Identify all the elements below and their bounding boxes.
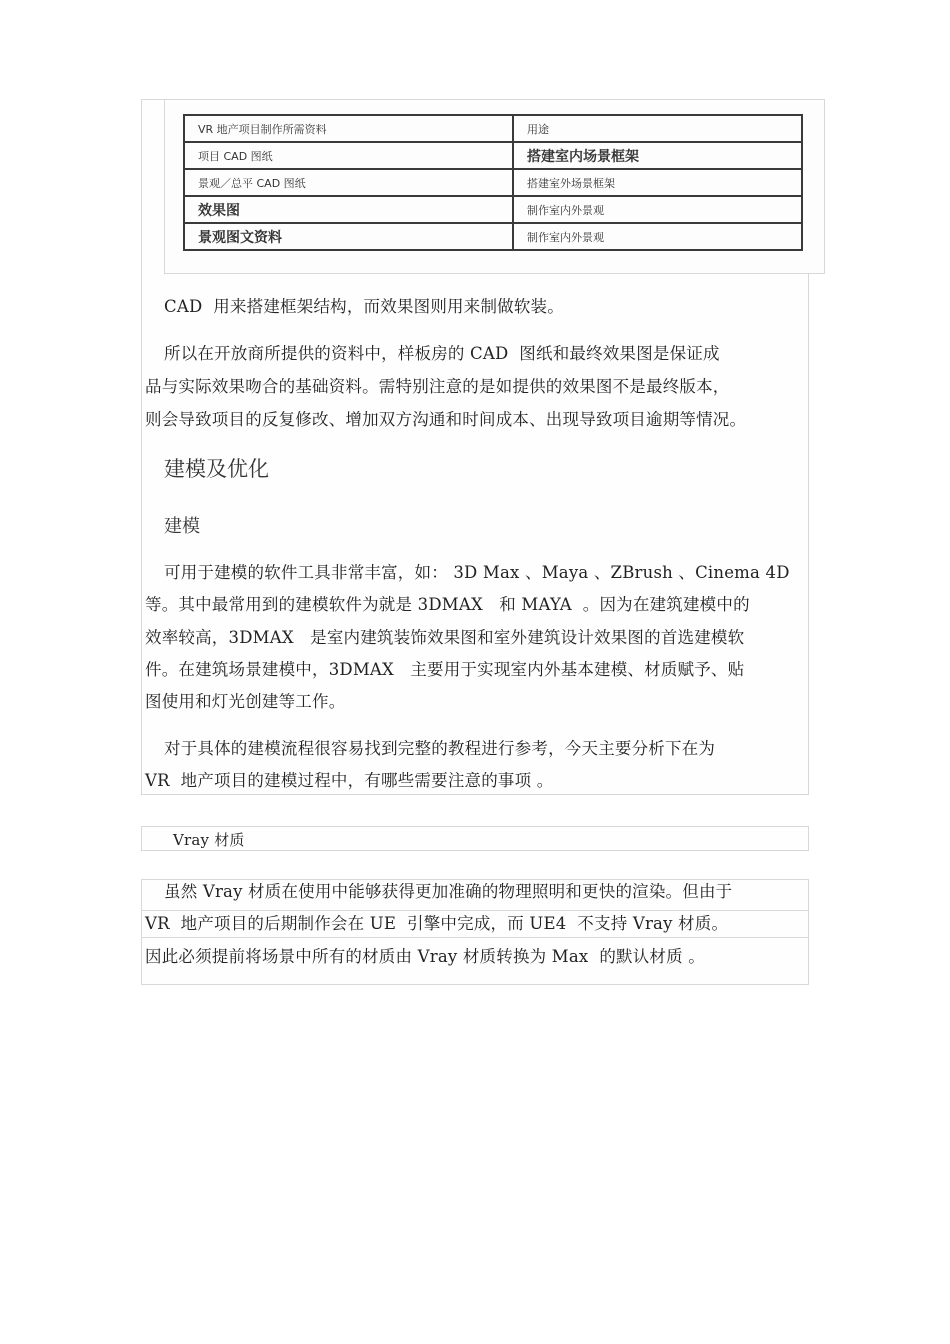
paragraph-modeling-line-3: 效率较高，3DMAX 是室内建筑装饰效果图和室外建筑设计效果图的首选建模软 xyxy=(145,628,745,647)
table-row xyxy=(184,223,802,250)
paragraph-cad-usage: CAD 用来搭建框架结构，而效果图则用来制做软装。 xyxy=(164,297,564,316)
paragraph-modeling-line-1: 可用于建模的软件工具非常丰富，如： 3D Max 、Maya 、ZBrush 、Cinema 4D xyxy=(164,563,790,582)
table-header-cell: 用途 xyxy=(513,115,802,142)
section-heading: 建模及优化 xyxy=(164,457,269,481)
table-row xyxy=(184,142,802,169)
paragraph-vray-line-2: VR 地产项目的后期制作会在 UE 引擎中完成，而 UE4 不支持 Vray 材质。 xyxy=(145,914,729,933)
paragraph-vray-line-1: 虽然 Vray 材质在使用中能够获得更加准确的物理照明和更快的渲染。但由于 xyxy=(164,882,733,901)
paragraph-workflow-line-1: 对于具体的建模流程很容易找到完整的教程进行参考，今天主要分析下在为 xyxy=(164,739,716,758)
table-cell: 制作室内外景观 xyxy=(513,223,802,250)
paragraph-modeling-line-5: 图使用和灯光创建等工作。 xyxy=(145,692,346,711)
table-cell: 景观／总平 CAD 图纸 xyxy=(184,169,513,196)
paragraph-workflow-line-2: VR 地产项目的建模过程中，有哪些需要注意的事项 。 xyxy=(145,771,554,790)
paragraph-materials-line-3: 则会导致项目的反复修改、增加双方沟通和时间成本、出现导致项目逾期等情况。 xyxy=(145,410,747,429)
table-row xyxy=(184,196,802,223)
table-header-cell: VR 地产项目制作所需资料 xyxy=(184,115,513,142)
paragraph-vray-line-3: 因此必须提前将场景中所有的材质由 Vray 材质转换为 Max 的默认材质 。 xyxy=(145,947,705,966)
subsection-heading: 建模 xyxy=(164,516,200,537)
table-cell: 搭建室内场景框架 xyxy=(513,142,802,169)
table-row xyxy=(184,169,802,196)
paragraph-materials-line-1: 所以在开放商所提供的资料中，样板房的 CAD 图纸和最终效果图是保证成 xyxy=(164,344,720,363)
table-cell: 搭建室外场景框架 xyxy=(513,169,802,196)
paragraph-materials-line-2: 品与实际效果吻合的基础资料。需特别注意的是如提供的效果图不是最终版本， xyxy=(145,377,730,396)
requirements-table xyxy=(183,114,803,251)
vray-section-title: Vray 材质 xyxy=(173,831,245,849)
paragraph-modeling-line-4: 件。在建筑场景建模中，3DMAX 主要用于实现室内外基本建模、材质赋予、贴 xyxy=(145,660,745,679)
table-cell: 制作室内外景观 xyxy=(513,196,802,223)
table-cell: 项目 CAD 图纸 xyxy=(184,142,513,169)
table-cell: 景观图文资料 xyxy=(184,223,513,250)
paragraph-modeling-line-2: 等。其中最常用到的建模软件为就是 3DMAX 和 MAYA 。因为在建筑建模中的 xyxy=(145,595,750,614)
table-cell: 效果图 xyxy=(184,196,513,223)
table-header-row xyxy=(184,115,802,142)
